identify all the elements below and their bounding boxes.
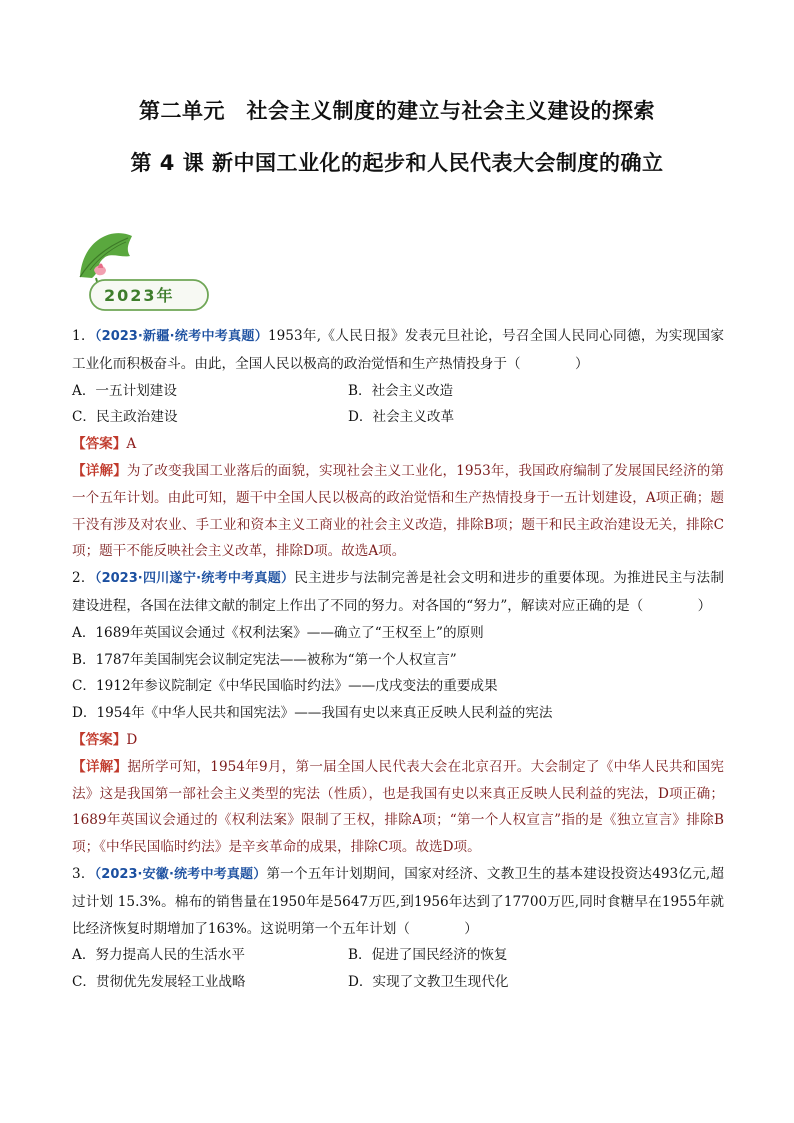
option-c: C．1912年参议院制定《中华民国临时约法》——戊戌变法的重要成果 bbox=[72, 678, 498, 695]
option-a: A．一五计划建设 bbox=[72, 382, 177, 399]
option-d: D．实现了文教卫生现代化 bbox=[348, 974, 509, 991]
question-source: （2023·四川遂宁·统考中考真题） bbox=[94, 571, 295, 587]
question-list bbox=[72, 323, 724, 996]
option-d: D．社会主义改革 bbox=[348, 409, 455, 426]
question-1 bbox=[72, 323, 724, 565]
option-a: A．1689年英国议会通过《权利法案》——确立了“王权至上”的原则 bbox=[72, 624, 484, 641]
option-b: B．社会主义改造 bbox=[348, 382, 454, 399]
option-c: C．民主政治建设 bbox=[72, 409, 178, 426]
explanation: 【详解】为了改变我国工业落后的面貌，实现社会主义工业化，1953年，我国政府编制了发展国民经济的第一个五年计划。由此可知，题干中全国人民以极高的政治觉悟和生产热情投身于一五计划建设，A项正确；题干没有涉及对农业、手工业和资本主义工商业的社会主义改造，排除B项；题干和民主政治建设无关，排除C项；题干不能反映社会主义改革，排除D项。故选A项。 bbox=[72, 462, 725, 560]
answer: 【答案】A bbox=[72, 436, 137, 453]
option-b: B．1787年美国制宪会议制定宪法——被称为“第一个人权宣言” bbox=[72, 651, 457, 668]
option-d: D．1954年《中华人民共和国宪法》——我国有史以来真正反映人民利益的宪法 bbox=[72, 705, 553, 722]
question-stem: 1．（2023·新疆·统考中考真题）1953年,《人民日报》发表元旦社论，号召全国人民同心同德，为实现国家工业化而积极奋斗。由此，全国人民以极高的政治觉悟和生产热情投身于（ ） bbox=[72, 328, 724, 372]
question-stem: 3．（2023·安徽·统考中考真题）第一个五年计划期间，国家对经济、文教卫生的基本建设投资达493亿元,超过计划 15.3%。棉布的销售量在1950年是5647万匹,到1956年达到了17700万匹,同时食糖早在1955年就比经济恢复时期增加了163%。这说明第一个五年计划（ ） bbox=[72, 865, 725, 937]
option-b: B．促进了国民经济的恢复 bbox=[348, 947, 508, 964]
explanation: 【详解】据所学可知，1954年9月，第一届全国人民代表大会在北京召开。大会制定了《中华人民共和国宪法》这是我国第一部社会主义类型的宪法（性质），也是我国有史以来真正反映人民利益的宪法，D项正确；1689年英国议会通过的《权利法案》限制了王权，排除A项；“第一个人权宣言”指的是《独立宣言》排除B项；《中华民国临时约法》是辛亥革命的成果，排除C项。故选D项。 bbox=[72, 758, 724, 856]
question-source: （2023·新疆·统考中考真题） bbox=[94, 329, 268, 344]
option-c: C．贯彻优先发展轻工业战略 bbox=[72, 974, 246, 991]
unit-title: 第二单元 社会主义制度的建立与社会主义建设的探索 bbox=[139, 99, 655, 123]
question-2 bbox=[72, 565, 724, 861]
question-3 bbox=[72, 861, 724, 996]
question-stem: 2．（2023·四川遂宁·统考中考真题）民主进步与法制完善是社会文明和进步的重要体现。为推进民主与法制建设进程，各国在法律文献的制定上作出了不同的努力。对各国的“努力”，解读对应正确的是（ ） bbox=[72, 570, 725, 614]
lesson-title: 第 4 课 新中国工业化的起步和人民代表大会制度的确立 bbox=[130, 151, 664, 175]
answer: 【答案】D bbox=[72, 731, 138, 748]
year-badge-label: 2023年 bbox=[104, 286, 175, 305]
option-a: A．努力提高人民的生活水平 bbox=[72, 947, 245, 964]
question-source: （2023·安徽·统考中考真题） bbox=[94, 866, 267, 882]
